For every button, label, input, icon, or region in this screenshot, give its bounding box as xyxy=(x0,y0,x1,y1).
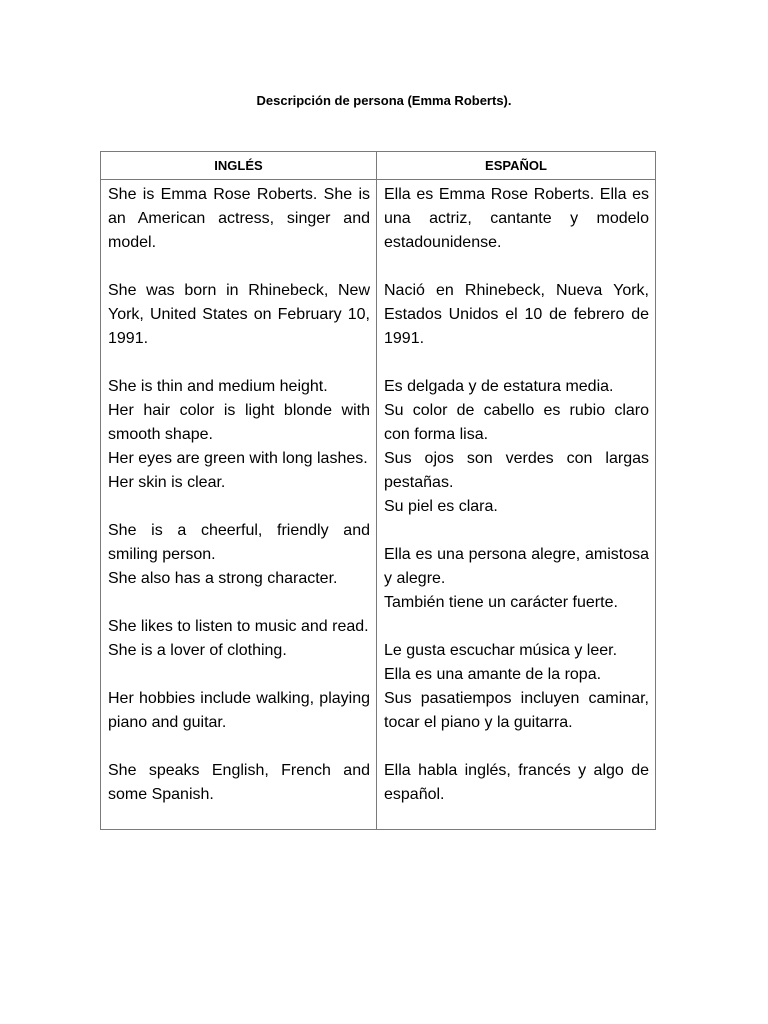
text-line: Ella es una persona alegre, amistosa y alegre. xyxy=(384,546,649,587)
text-line: Es delgada y de estatura media. xyxy=(384,378,614,395)
header-english: INGLÉS xyxy=(101,152,377,180)
paragraph xyxy=(384,375,649,519)
text-line: Her hair color is light blonde with smooth shape. xyxy=(108,402,370,443)
english-column xyxy=(101,180,377,830)
paragraph xyxy=(384,759,649,807)
translation-table xyxy=(100,151,656,830)
paragraph xyxy=(384,543,649,615)
text-line: Her hobbies include walking, playing piano and guitar. xyxy=(108,690,370,731)
paragraph xyxy=(108,615,370,663)
paragraph xyxy=(108,759,370,807)
document-title: Descripción de persona (Emma Roberts). xyxy=(256,93,512,108)
paragraph xyxy=(108,279,370,351)
text-line: Ella habla inglés, francés y algo de español. xyxy=(384,762,649,803)
text-line: She was born in Rhinebeck, New York, United States on February 10, 1991. xyxy=(108,282,370,347)
text-line: She is Emma Rose Roberts. She is an American actress, singer and model. xyxy=(108,186,370,251)
text-line: Sus ojos son verdes con largas pestañas. xyxy=(384,450,649,491)
text-line: She speaks English, French and some Spanish. xyxy=(108,762,370,803)
text-line: She likes to listen to music and read. xyxy=(108,618,369,635)
paragraph xyxy=(384,687,649,735)
header-spanish: ESPAÑOL xyxy=(377,152,656,180)
paragraph xyxy=(108,183,370,255)
text-line: She is a lover of clothing. xyxy=(108,642,287,659)
spanish-column xyxy=(377,180,656,830)
text-line: Su piel es clara. xyxy=(384,498,498,515)
text-line: She also has a strong character. xyxy=(108,570,338,587)
text-line: Ella es Emma Rose Roberts. Ella es una actriz, cantante y modelo estadounidense. xyxy=(384,186,649,251)
text-line: También tiene un carácter fuerte. xyxy=(384,594,618,611)
paragraph xyxy=(108,375,370,495)
text-line: She is thin and medium height. xyxy=(108,378,328,395)
paragraph xyxy=(108,519,370,591)
text-line: She is a cheerful, friendly and smiling person. xyxy=(108,522,370,563)
paragraph xyxy=(384,639,649,687)
text-line: Sus pasatiempos incluyen caminar, tocar el piano y la guitarra. xyxy=(384,690,649,731)
text-line: Su color de cabello es rubio claro con forma lisa. xyxy=(384,402,649,443)
paragraph xyxy=(108,687,370,735)
paragraph xyxy=(384,279,649,351)
text-line: Her eyes are green with long lashes. xyxy=(108,450,368,467)
text-line: Le gusta escuchar música y leer. xyxy=(384,642,618,659)
table-row xyxy=(101,180,656,830)
text-line: Nació en Rhinebeck, Nueva York, Estados Unidos el 10 de febrero de 1991. xyxy=(384,282,649,347)
paragraph xyxy=(384,183,649,255)
table-header-row xyxy=(101,152,656,180)
text-line: Ella es una amante de la ropa. xyxy=(384,666,602,683)
text-line: Her skin is clear. xyxy=(108,474,226,491)
